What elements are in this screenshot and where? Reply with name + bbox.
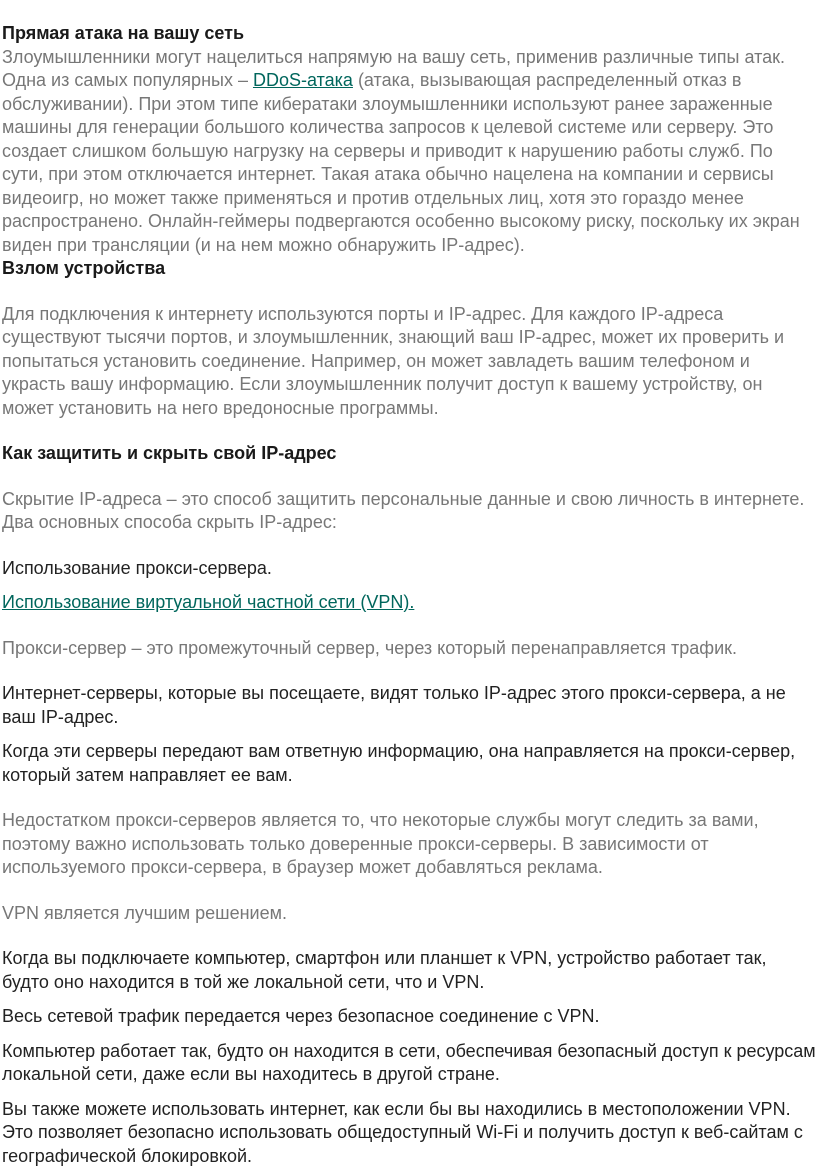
method-vpn-row bbox=[2, 591, 816, 615]
heading-direct-attack: Прямая атака на вашу сеть bbox=[2, 22, 816, 46]
heading-protect-ip: Как защитить и скрыть свой IP-адрес bbox=[2, 442, 816, 466]
vpn-best: VPN является лучшим решением. bbox=[2, 902, 816, 926]
paragraph-direct-attack-text-1: Злоумышленники могут нацелиться напрямую на вашу сеть, применив различные типы атак. Одна из самых популярных – bbox=[2, 47, 785, 91]
proxy-point-2: Когда эти серверы передают вам ответную информацию, она направляется на прокси-сервер, который затем направляет ее вам. bbox=[2, 740, 816, 787]
paragraph-device-hack: Для подключения к интернету используются порты и IP-адрес. Для каждого IP-адреса существуют тысячи портов, и злоумышленник, знающий ваш IP-адрес, может их проверить и попытаться установить соединение. Например, он может завладеть вашим телефоном и украсть вашу информацию. Если злоумышленник получит доступ к вашему устройству, он может установить на него вредоносные программы. bbox=[2, 303, 816, 421]
heading-device-hack: Взлом устройства bbox=[2, 257, 816, 281]
vpn-point-2: Весь сетевой трафик передается через безопасное соединение с VPN. bbox=[2, 1005, 816, 1029]
proxy-point-1: Интернет-серверы, которые вы посещаете, видят только IP-адрес этого прокси-сервера, а не ваш IP-адрес. bbox=[2, 682, 816, 729]
vpn-link[interactable]: Использование виртуальной частной сети (VPN). bbox=[2, 592, 414, 612]
ddos-link[interactable]: DDoS-атака bbox=[253, 70, 353, 90]
vpn-point-4: Вы также можете использовать интернет, как если бы вы находились в местоположении VPN. Это позволяет безопасно использовать общедоступный Wi-Fi и получить доступ к веб-сайтам с географической блокировкой. bbox=[2, 1098, 816, 1168]
paragraph-direct-attack bbox=[2, 46, 816, 258]
proxy-definition: Прокси-сервер – это промежуточный сервер, через который перенаправляется трафик. bbox=[2, 637, 816, 661]
method-proxy: Использование прокси-сервера. bbox=[2, 557, 816, 581]
proxy-drawback: Недостатком прокси-серверов является то, что некоторые службы могут следить за вами, поэтому важно использовать только доверенные прокси-серверы. В зависимости от используемого прокси-сервера, в браузер может добавляться реклама. bbox=[2, 809, 816, 880]
paragraph-hide-ip-intro: Скрытие IP-адреса – это способ защитить персональные данные и свою личность в интернете. Два основных способа скрыть IP-адрес: bbox=[2, 488, 816, 535]
paragraph-direct-attack-text-2: (атака, вызывающая распределенный отказ в обслуживании). При этом типе кибератаки злоумышленники используют ранее зараженные машины для генерации большого количества запросов к целевой системе или серверу. Это создает слишком большую нагрузку на серверы и приводит к нарушению работы служб. По сути, при этом отключается интернет. Такая атака обычно нацелена на компании и сервисы видеоигр, но может также применяться и против отдельных лиц, хотя это гораздо менее распространено. Онлайн-геймеры подвергаются особенно высокому риску, поскольку их экран виден при трансляции (и на нем можно обнаружить IP-адрес). bbox=[2, 70, 800, 255]
vpn-point-1: Когда вы подключаете компьютер, смартфон или планшет к VPN, устройство работает так, будто оно находится в той же локальной сети, что и VPN. bbox=[2, 947, 816, 994]
vpn-point-3: Компьютер работает так, будто он находится в сети, обеспечивая безопасный доступ к ресурсам локальной сети, даже если вы находитесь в другой стране. bbox=[2, 1040, 816, 1087]
